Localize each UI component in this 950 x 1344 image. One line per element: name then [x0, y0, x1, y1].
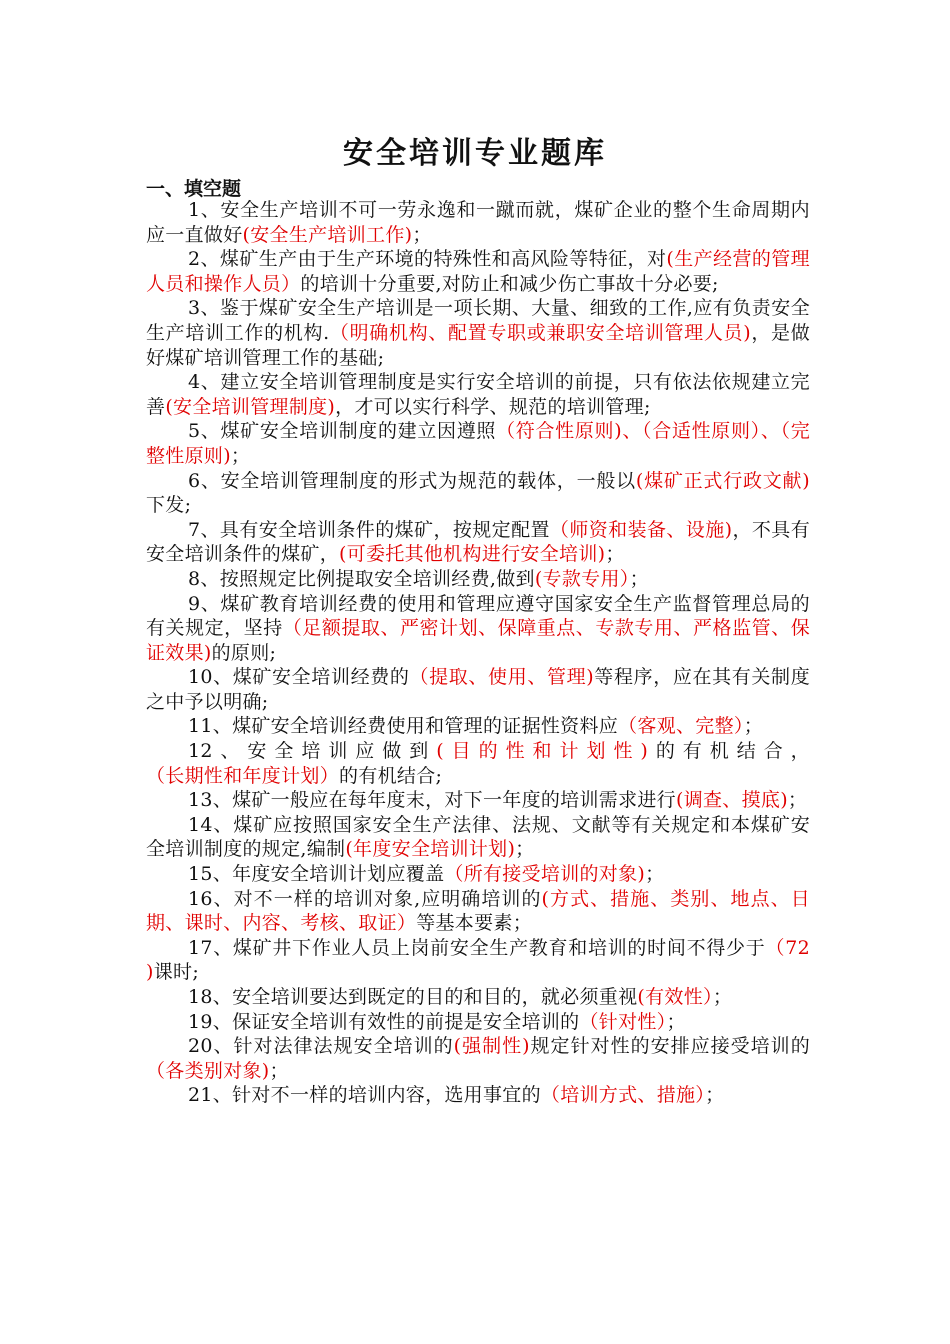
answer-text: （符合性原则)、（合适性原则）、（完整性原则)	[146, 420, 810, 467]
question-text: ；	[705, 1084, 725, 1107]
answer-text: （足额提取、严密计划、保障重点、专款专用、严格监管、保证效果)	[146, 617, 810, 664]
question-text: 规定针对性的安排应接受培训的	[529, 1035, 810, 1058]
question-item	[146, 714, 810, 739]
question-list	[146, 198, 810, 1108]
answer-text: (生产经营的管理人员和操作人员）	[146, 248, 810, 295]
question-text: 课时;	[153, 961, 200, 984]
answer-text: （针对性）	[579, 1010, 667, 1033]
question-item	[146, 518, 810, 567]
answer-text: (调查、摸底)	[675, 789, 788, 812]
question-text: 7、具有安全培训条件的煤矿，按规定配置	[188, 518, 550, 541]
question-text: 的有机结合;	[339, 764, 443, 787]
answer-text: (强制性)	[453, 1035, 530, 1058]
question-item	[146, 1034, 810, 1083]
answer-text: （各类别对象)	[146, 1059, 270, 1082]
question-item	[146, 198, 810, 247]
question-item	[146, 469, 810, 518]
question-text: 2、煤矿生产由于生产环境的特殊性和高风险等特征，对	[188, 248, 667, 271]
question-text: 14、煤矿应按照国家安全生产法律、法规、文献等有关规定和本煤矿安全培训制度的规定,编制	[146, 813, 810, 861]
section-heading: 一、填空题	[146, 178, 242, 200]
question-text: 15、年度安全培训计划应覆盖	[188, 863, 445, 886]
question-text: 等程序，应在其有关制度之中予以明确;	[146, 666, 810, 713]
answer-text: (年度安全培训计划)	[345, 838, 516, 861]
question-text: 等基本要素；	[416, 912, 533, 935]
answer-text: （长期性和年度计划）	[146, 764, 340, 787]
question-text: ，不具有安全培训条件的煤矿，	[146, 518, 810, 566]
question-item	[146, 370, 810, 419]
answer-text: (专款专用）	[534, 567, 630, 590]
question-text: ；	[605, 543, 625, 566]
answer-text: （提取、使用、管理)	[409, 666, 594, 689]
question-text: ，才可以实行科学、规范的培训管理;	[335, 395, 651, 418]
question-item	[146, 665, 810, 714]
answer-text: （所有接受培训的对象)	[444, 863, 646, 886]
question-item	[146, 567, 810, 592]
question-text: ；	[515, 838, 535, 861]
answer-text: （72 )	[146, 936, 811, 984]
question-text: 6、安全培训管理制度的形式为规范的载体，一般以	[188, 469, 636, 492]
question-text: 3、鉴于煤矿安全生产培训是一项长期、大量、细致的工作,应有负责安全生产培训工作的机构.	[146, 297, 810, 344]
question-item	[146, 1010, 810, 1035]
question-item	[146, 887, 810, 936]
answer-text: (安全生产培训工作)	[242, 223, 413, 246]
question-item	[146, 936, 810, 985]
answer-text: (可委托其他机构进行安全培训)	[339, 543, 606, 566]
answer-text: (目的性和计划性)	[436, 740, 649, 763]
question-text: 下发;	[146, 494, 192, 517]
question-text: 21、针对不一样的培训内容，选用事宜的	[188, 1084, 541, 1107]
question-text: ；	[712, 986, 733, 1008]
question-text: 17、煤矿井下作业人员上岗前安全生产教育和培训的时间不得少于	[188, 936, 766, 959]
answer-text: (有效性）	[637, 986, 713, 1008]
question-text: ；	[230, 444, 251, 467]
question-text: 1、安全生产培训不可一劳永逸和一蹴而就，煤矿企业的整个生命周期内应一直做好	[146, 199, 810, 246]
question-text: ；	[645, 863, 665, 886]
question-text: 的原则;	[211, 641, 277, 664]
answer-text: (煤矿正式行政文献)	[635, 469, 810, 492]
question-text: 8、按照规定比例提取安全培训经费,做到	[188, 567, 535, 590]
question-item	[146, 739, 810, 788]
page-title: 安全培训专业题库	[343, 136, 607, 171]
question-text: ；	[629, 567, 649, 590]
question-text: ；	[787, 789, 808, 812]
question-text: 的有机结合，	[648, 740, 810, 763]
answer-text: (方式、措施、类别、地点、日期、课时、内容、考核、取证）	[146, 887, 810, 935]
question-text: ；	[269, 1059, 289, 1082]
answer-text: （明确机构、配置专职或兼职安全培训管理人员)	[329, 321, 751, 344]
answer-text: (安全培训管理制度)	[165, 395, 336, 418]
answer-text: （师资和装备、设施)	[549, 518, 733, 541]
question-text: 10、煤矿安全培训经费的	[188, 666, 410, 689]
question-text: 19、保证安全培训有效性的前提是安全培训的	[188, 1010, 580, 1033]
question-item	[146, 247, 810, 296]
question-item	[146, 813, 810, 862]
question-text: 4、建立安全培训管理制度是实行安全培训的前提，只有依法依规建立完善	[146, 371, 810, 418]
question-text: 12、安全培训应做到	[188, 740, 437, 763]
question-item	[146, 1083, 810, 1108]
answer-text: （培训方式、措施）	[540, 1084, 706, 1107]
question-item	[146, 592, 810, 666]
question-text: ，是做好煤矿培训管理工作的基础;	[146, 321, 811, 369]
question-item	[146, 985, 810, 1010]
question-text: 9、煤矿教育培训经费的使用和管理应遵守国家安全生产监督管理总局的有关规定，坚持	[146, 592, 810, 640]
question-item	[146, 419, 810, 468]
question-text: ；	[412, 223, 432, 246]
question-text: 13、煤矿一般应在每年度末，对下一年度的培训需求进行	[188, 789, 676, 812]
question-text: 的培训十分重要,对防止和减少伤亡事故十分必要;	[300, 272, 719, 295]
question-item	[146, 296, 810, 370]
question-item	[146, 788, 810, 813]
question-text: 20、针对法律法规安全培训的	[188, 1035, 454, 1058]
question-text: 5、煤矿安全培训制度的建立因遵照	[188, 420, 497, 443]
answer-text: （客观、完整）	[618, 715, 744, 738]
question-item	[146, 862, 810, 887]
question-text: 18、安全培训要达到既定的目的和目的，就必须重视	[188, 986, 638, 1008]
question-text: 16、对不一样的培训对象,应明确培训的	[188, 887, 542, 910]
question-text: ；	[743, 715, 763, 738]
question-text: 11、煤矿安全培训经费使用和管理的证据性资料应	[188, 715, 619, 738]
question-text: ；	[666, 1010, 686, 1033]
